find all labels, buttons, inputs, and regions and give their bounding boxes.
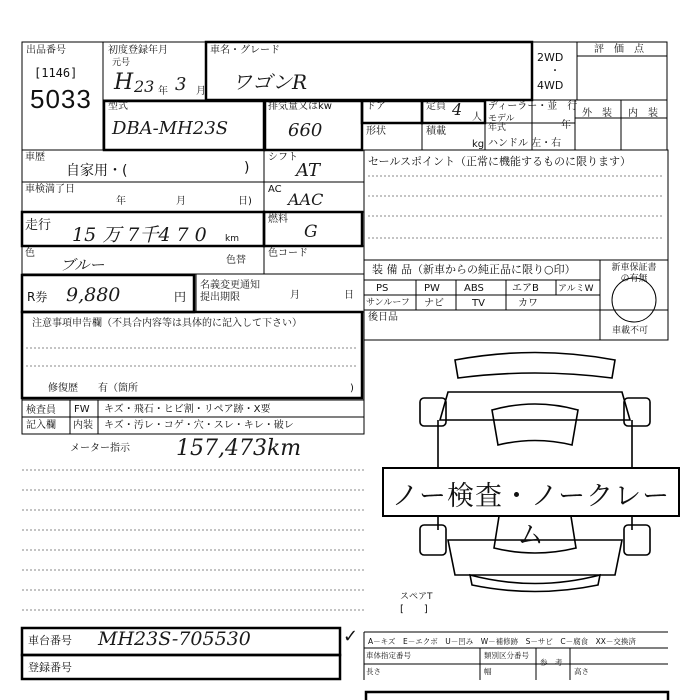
check-mark: ✓ <box>343 626 359 647</box>
equipment-leather: カワ <box>518 298 538 309</box>
category-label: 車歴 <box>25 152 45 163</box>
era-value: H <box>114 70 134 95</box>
year-value: 23 <box>134 77 155 96</box>
meter-value: 157,473km <box>176 436 302 461</box>
shape-label: 形状 <box>366 126 386 137</box>
model-value: DBA-MH23S <box>112 118 229 139</box>
class-number-label: 類別区分番号 <box>484 651 529 660</box>
spare-value: [ ] <box>400 604 428 615</box>
chassis-label: 車台番号 <box>28 634 72 647</box>
registration-label: 登録番号 <box>28 661 72 674</box>
equipment-airbag: エアB <box>512 283 539 294</box>
body-number-label: 車体指定番号 <box>366 651 411 660</box>
displacement-value: 660 <box>288 120 323 141</box>
no-inspection-stamp: ノー検査・ノークレーム <box>391 481 671 551</box>
model-label: 型式 <box>108 101 128 112</box>
inspection-label: 車検満了日 <box>25 184 75 195</box>
notes-label: 注意事項申告欄（不具合内容等は具体的に記入して下さい） <box>32 318 302 329</box>
inspection-month: 月 <box>176 196 186 207</box>
model-year-label: モデル 年式 <box>488 114 515 133</box>
color-value: ブルー <box>60 256 105 274</box>
equipment-pw: PW <box>424 283 440 294</box>
shift-value: AT <box>296 160 321 181</box>
inspector-row2: キズ・汚レ・コゲ・穴・スレ・キレ・破レ <box>104 420 294 431</box>
color-change-label: 色替 <box>226 255 246 266</box>
inspection-year: 年 <box>116 196 126 207</box>
shift-label: シフト <box>268 152 298 163</box>
capacity-unit: 人 <box>472 112 482 123</box>
exterior-label: 外 装 <box>582 108 612 119</box>
car-name-value: ワゴンR <box>232 70 308 94</box>
era-label: 元号 <box>112 58 131 68</box>
equipment-tv: TV <box>472 298 485 309</box>
inspector-label: 検査員 記入欄 <box>26 405 56 431</box>
lot-number: 5033 <box>30 84 92 114</box>
equipment-sunroof: サンルーフ <box>366 298 410 308</box>
mileage-unit: km <box>225 234 239 244</box>
name-change-month: 月 <box>290 290 300 301</box>
door-label: ドア <box>366 101 386 112</box>
category-value: 自家用・( <box>66 163 128 179</box>
inspector-row1: キズ・飛石・ヒビ割・リペア跡・X要 <box>104 404 271 415</box>
capacity-label: 定員 <box>426 101 446 112</box>
year-unit: 年 <box>158 86 168 97</box>
warranty-label: 新車保証書 の有無 <box>611 263 657 284</box>
month-value: 3 <box>175 74 187 95</box>
equipment-ps: PS <box>376 283 389 294</box>
color-code-label: 色コード <box>268 248 308 259</box>
load-unit: kg <box>472 139 485 150</box>
ac-label: AC <box>268 184 282 195</box>
lot-label: 出品番号 <box>26 45 66 56</box>
spare-label: スペアT <box>400 592 433 602</box>
damage-legend: A－キズ E－エクボ U－凹み W－補修跡 S－サビ C－腐食 XX－交換済 <box>368 637 636 646</box>
drive-4wd: 4WD <box>537 79 564 92</box>
length-label: 長さ <box>366 667 381 676</box>
fuel-value: G <box>304 222 318 242</box>
after-label: 後日品 <box>368 312 398 323</box>
recycle-value: 9,880 <box>66 284 121 306</box>
sales-point-label: セールスポイント（正常に機能するものに限ります） <box>368 155 632 168</box>
drive-2wd: 2WD <box>537 51 564 64</box>
load-label: 積載 <box>426 126 446 137</box>
inspector-row1-tag: FW <box>74 404 90 415</box>
mileage-value: 15 万 7千4 7 0 <box>72 224 207 246</box>
equipment-abs: ABS <box>464 283 484 294</box>
dealer-label: ディーラー・並 行 <box>488 101 578 112</box>
reference-label: 参 考 <box>540 658 563 667</box>
inspection-day: 日) <box>238 196 252 207</box>
repair-close: ) <box>350 383 354 394</box>
car-name-label: 車名・グレード <box>210 45 280 56</box>
height-label: 高さ <box>574 667 589 676</box>
meter-label: メーター指示 <box>70 443 130 454</box>
inspector-row2-tag: 内装 <box>73 420 93 431</box>
mileage-label: 走行 <box>25 218 52 233</box>
displacement-label: 排気量又はkw <box>268 101 332 112</box>
chassis-value: MH23S-705530 <box>98 628 251 650</box>
recycle-unit: 円 <box>174 290 187 304</box>
equipment-alloy: アルミW <box>558 284 594 294</box>
fuel-label: 燃料 <box>268 214 288 225</box>
name-change-label: 名義変更通知 提出期限 <box>200 280 260 303</box>
lot-code: [1146] <box>34 66 78 80</box>
rating-label: 評 価 点 <box>594 44 644 55</box>
width-label: 幅 <box>484 667 492 676</box>
color-label: 色 <box>25 248 35 259</box>
ac-value: AAC <box>288 190 324 209</box>
name-change-day: 日 <box>344 290 354 301</box>
category-close: ) <box>244 160 250 176</box>
handle-label: ハンドル 左・右 <box>488 138 562 149</box>
interior-label: 内 装 <box>628 108 658 119</box>
repair-label: 修復歴 有（箇所 <box>48 383 138 394</box>
model-year-unit: 年 <box>561 120 571 131</box>
capacity-value: 4 <box>452 100 463 119</box>
first-registration-label: 初度登録年月 <box>108 45 168 56</box>
equipment-label: 装 備 品（新車からの純正品に限り○印） <box>372 263 576 276</box>
equipment-navi: ナビ <box>424 298 444 309</box>
no-manual-label: 車載不可 <box>612 326 649 336</box>
drive-dot: ・ <box>550 66 560 77</box>
month-unit: 月 <box>196 86 206 97</box>
recycle-label: R券 <box>27 290 48 304</box>
